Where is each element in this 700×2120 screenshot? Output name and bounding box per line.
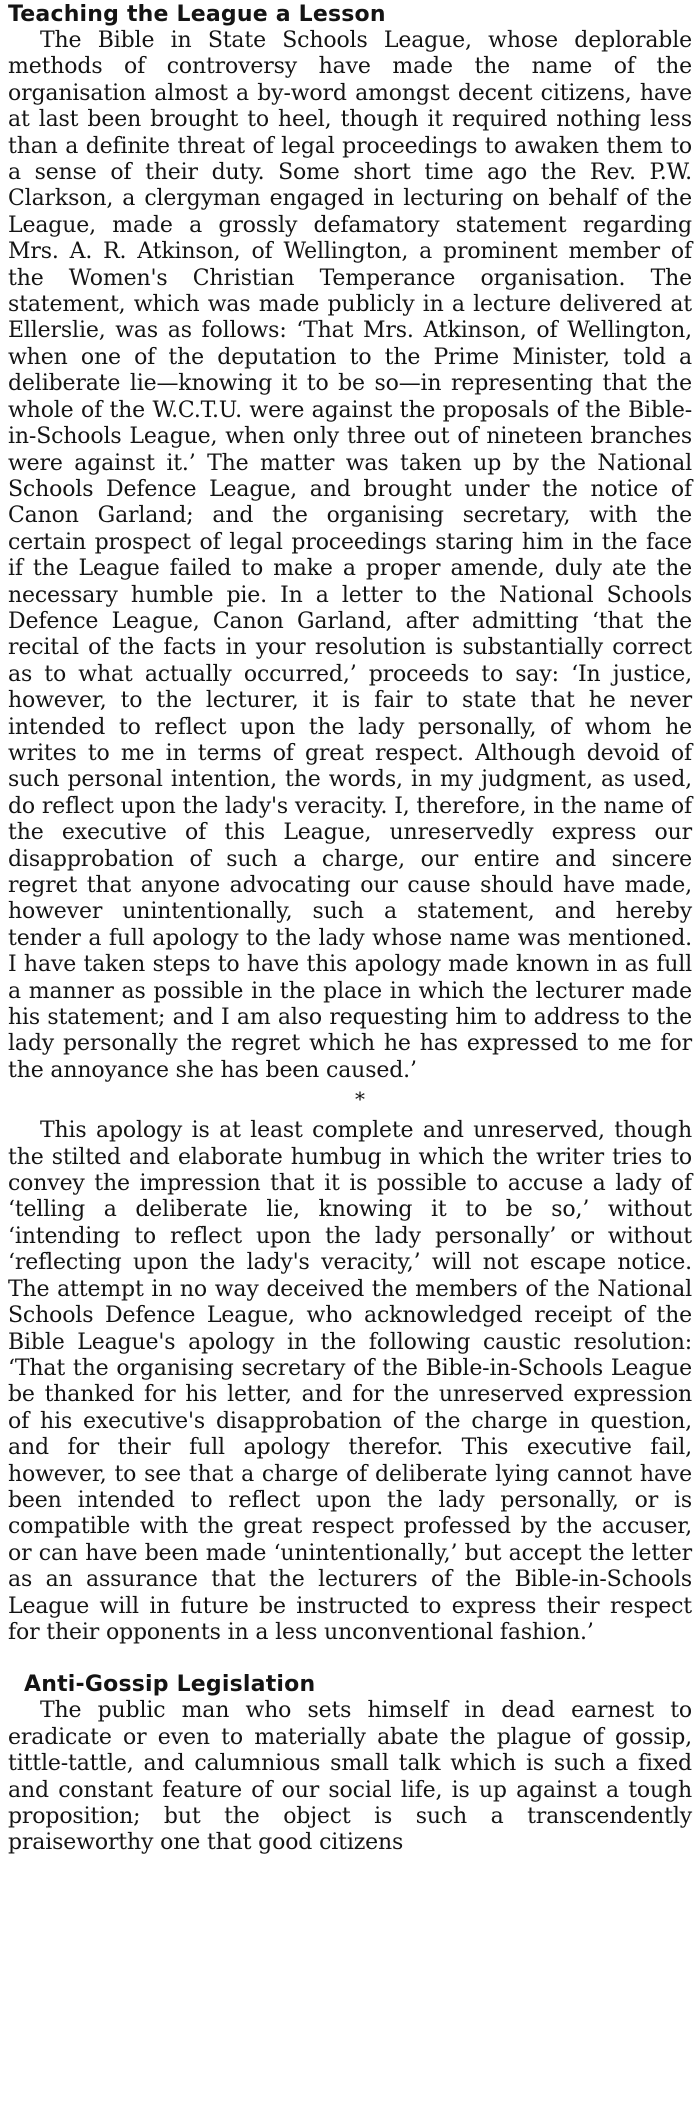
section-separator: *: [355, 1087, 365, 1112]
article-title: Teaching the League a Lesson: [8, 2, 386, 27]
article-teaching-the-league: [8, 0, 692, 1646]
article-paragraph: The Bible in State Schools League, whose deplorable methods of controversy have made the name of the organisation almost a by-word amongst decent citizens, have at last been brought to heel, though it required nothing less than a definite threat of legal proceedings to awaken them to a sense of their duty. Some short time ago the Rev. P.W. Clarkson, a clergyman engaged in lecturing on behalf of the League, made a grossly defamatory statement regarding Mrs. A. R. Atkinson, of Wellington, a prominent member of the Women's Christian Temperance organisation. The statement, which was made publicly in a lecture delivered at Ellerslie, was as follows: ‘That Mrs. Atkinson, of Wellington, when one of the deputation to the Prime Minister, told a deliberate lie—knowing it to be so—in representing that the whole of the W.C.T.U. were against the proposals of the Bible-in-Schools League, when only three out of nineteen branches were against it.’ The matter was taken up by the National Schools Defence League, and brought under the notice of Canon Garland; and the organising secretary, with the certain prospect of legal proceedings staring him in the face if the League failed to make a proper amende, duly ate the necessary humble pie. In a letter to the National Schools Defence League, Canon Garland, after admitting ‘that the recital of the facts in your resolution is substantially correct as to what actually occurred,’ proceeds to say: ‘In justice, however, to the lecturer, it is fair to state that he never intended to reflect upon the lady personally, of whom he writes to me in terms of great respect. Although devoid of such personal intention, the words, in my judgment, as used, do reflect upon the lady's veracity. I, therefore, in the name of the executive of this League, unreservedly express our disapprobation of such a charge, our entire and sincere regret that anyone advocating our cause should have made, however unintentionally, such a statement, and hereby tender a full apology to the lady whose name was mentioned. I have taken steps to have this apology made known in as full a manner as possible in the place in which the lecturer made his statement; and I am also requesting him to address to the lady personally the regret which he has expressed to me for the annoyance she has been caused.’: [8, 28, 692, 1083]
article-paragraph: This apology is at least complete and unreserved, though the stilted and elaborate humbug in which the writer tries to convey the impression that it is possible to accuse a lady of ‘telling a deliberate lie, knowing it to be so,’ without ‘intending to reflect upon the lady personally’ or without ‘reflecting upon the lady's veracity,’ will not escape notice. The attempt in no way deceived the members of the National Schools Defence League, who acknowledged receipt of the Bible League's apology in the following caustic resolution: ‘That the organising secretary of the Bible-in-Schools League be thanked for his letter, and for the unreserved expression of his executive's disapprobation of the charge in question, and for their full apology therefor. This executive fail, however, to see that a charge of deliberate lying cannot have been intended to reflect upon the lady personally, or is compatible with the great respect professed by the accuser, or can have been made ‘unintentionally,’ but accept the letter as an assurance that the lecturers of the Bible-in-Schools League will in future be instructed to express their respect for their opponents in a less unconventional fashion.’: [8, 1118, 692, 1645]
article-title: Anti-Gossip Legislation: [24, 1672, 316, 1698]
article-paragraph: The public man who sets himself in dead earnest to eradicate or even to materially abate the plague of gossip, tittle-tattle, and calumnious small talk which is such a fixed and constant feature of our social life, is up against a tough proposition; but the object is such a transcendently praiseworthy one that good citizens: [8, 1698, 692, 1856]
article-anti-gossip: [8, 1672, 692, 1856]
